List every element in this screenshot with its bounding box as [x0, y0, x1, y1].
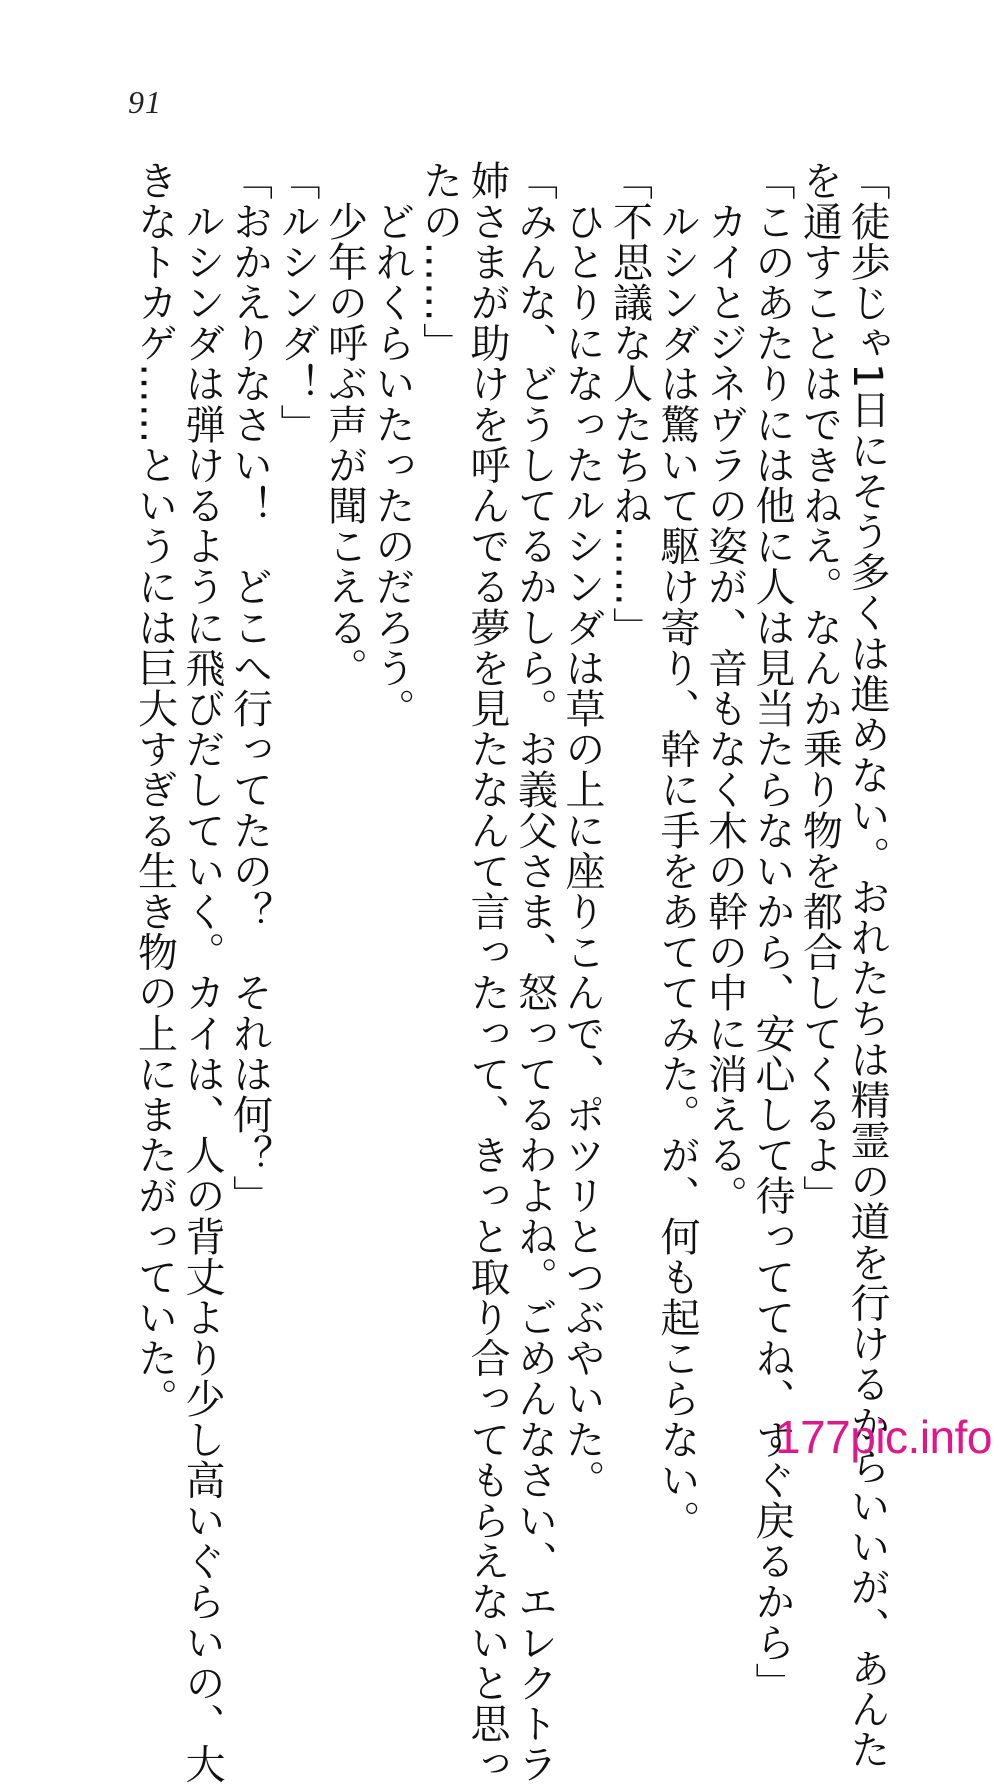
- text-line: ひとりになったルシンダは草の上に座りこんで、ポツリとつぶやいた。: [559, 160, 605, 1500]
- text-line: ルシンダは驚いて駆け寄り、幹に手をあててみた。が、何も起こらない。: [654, 160, 700, 1541]
- text-line: きなトカゲ……というには巨大すぎる生き物の上にまたがっていた。: [131, 160, 178, 1419]
- text-line: たの……」: [416, 160, 463, 363]
- text-line: 「みんな、どうしてるかしら。お義父さま、怒ってるわよね。ごめんなさい、エレクトラ: [511, 160, 558, 1784]
- text-line: 姉さまが助けを呼んでる夢を見たなんて言ったって、きっと取り合ってもらえないと思っ: [464, 160, 510, 1784]
- text-line: 少年の呼ぶ声が聞こえる。: [321, 160, 368, 688]
- text-line: 「不思議な人たちね……」: [606, 160, 653, 648]
- text-line: カイとジネヴラの姿が、音もなく木の幹の中に消える。: [701, 160, 748, 1216]
- text-line: ルシンダは弾けるように飛びだしていく。カイは、人の背丈より少し高いぐらいの、大: [179, 160, 225, 1784]
- text-line: 「このあたりには他に人は見当たらないから、安心して待っててね、すぐ戻るから」: [749, 160, 795, 1703]
- text-line: どれくらいたったのだろう。: [369, 160, 415, 729]
- page-number: 91: [128, 84, 162, 120]
- watermark: 177pic.info: [775, 1411, 992, 1463]
- text-line: 「ルシンダ！」: [274, 160, 320, 445]
- text-line: 「徒歩じゃ1日にそう多くは進めない。おれたちは精霊の道を行けるからいいが、あんた: [844, 160, 890, 1770]
- text-line: 「おかえりなさい！ どこへ行ってたの？ それは何？」: [226, 160, 273, 1216]
- text-line: を通すことはできねえ。なんか乗り物を都合してくるよ」: [796, 160, 843, 1216]
